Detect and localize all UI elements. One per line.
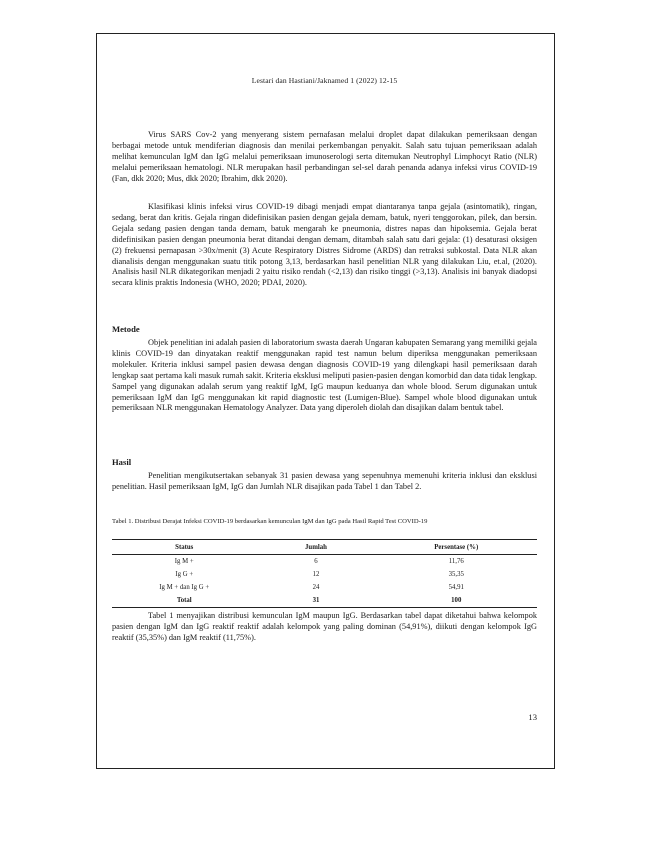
cell-status: Ig G + <box>175 571 194 578</box>
paragraph-hasil: Penelitian mengikutsertakan sebanyak 31 pasien dewasa yang sepenuhnya memenuhi kriteria inklusi dan eksklusi penelitian. Hasil pemeriksaan IgM, IgG dan Jumlah NLR disajikan pada Tabel 1 dan Tabel 2. <box>112 471 537 491</box>
paragraph-metode: Objek penelitian ini adalah pasien di laboratorium swasta daerah Ungaran kabupaten Semarang yang memiliki gejala klinis COVID-19 dan dinyatakan reaktif menggunakan rapid test namun belum diperiksa menggunakan pemeriksaan molekuler. Kriteria inklusi sampel pasien dewasa dengan diagnosis COVID-19 yang dilengkapi hasil pemeriksaan darah lengkap saat pertama kali masuk rumah sakit. Kriteria eksklusi meliputi pasien-pasien dengan komorbid dan data tidak lengkap. Sampel yang digunakan adalah serum yang reaktif IgM, IgG maupun keduanya dan whole blood. Serum digunakan untuk pemeriksaan IgM dan IgG menggunakan kit rapid diagnostic test (Lumigen-Blue). Sampel whole blood digunakan untuk pemeriksaan NLR menggunakan Hematology Analyzer. Data yang diperoleh diolah dan disajikan dalam bentuk tabel. <box>112 338 537 413</box>
cell-jumlah: 12 <box>312 571 320 578</box>
heading-metode: Metode <box>112 324 140 334</box>
paragraph-intro-1: Virus SARS Cov-2 yang menyerang sistem pernafasan melalui droplet dapat dilakukan pemeriksaan dengan berbagai metode untuk mendiferian diagnosis dan menilai perkembangan penyakit. Salah satu tujuan pemeriksaan adalah melihat kemunculan IgM dan IgG melalui pemeriksaan imunoserologi serta ditemukan Neutrophyl Limphocyt Ratio (NLR) melalui pemeriksaan hematologi. NLR merupakan hasil perbandingan sel-sel darah penanda adanya infeksi virus COVID-19 (Fan, dkk 2020; Mus, dkk 2020; Ibrahim, dkk 2020). <box>112 130 537 183</box>
cell-status: Ig M + <box>174 558 194 565</box>
cell-status: Total <box>112 594 257 608</box>
table-header-row <box>112 540 537 555</box>
heading-hasil: Hasil <box>112 457 132 467</box>
cell-persentase: 100 <box>376 594 538 608</box>
table-row <box>112 555 537 569</box>
table-row <box>112 581 537 594</box>
running-header: Lestari dan Hastiani/Jaknamed 1 (2022) 12-15 <box>251 76 398 85</box>
cell-persentase: 11,76 <box>448 558 464 565</box>
column-header-persentase: Persentase (%) <box>376 540 538 555</box>
column-header-jumlah: Jumlah <box>257 540 376 555</box>
table-row <box>112 568 537 581</box>
cell-jumlah: 31 <box>257 594 376 608</box>
cell-jumlah: 6 <box>314 558 318 565</box>
paragraph-after-table: Tabel 1 menyajikan distribusi kemunculan IgM maupun IgG. Berdasarkan tabel dapat diketahui bahwa kelompok pasien dengan IgM dan IgG reaktif reaktif adalah kelompok yang paling dominan (54,91%), diikuti dengan kelompok IgG reaktif (35,35%) dan IgM reaktif (11,75%). <box>112 611 537 642</box>
cell-persentase: 54,91 <box>448 584 464 591</box>
results-table <box>112 539 537 608</box>
column-header-status: Status <box>112 540 257 555</box>
cell-jumlah: 24 <box>312 584 320 591</box>
page-number: 13 <box>528 712 537 722</box>
cell-persentase: 35,35 <box>448 571 464 578</box>
table-caption: Tabel 1. Distribusi Derajat Infeksi COVID-19 berdasarkan kemunculan IgM dan IgG pada Hasil Rapid Test COVID-19 <box>112 518 428 525</box>
table-row-total <box>112 594 537 608</box>
cell-status: Ig M + dan Ig G + <box>159 584 210 591</box>
paragraph-intro-2: Klasifikasi klinis infeksi virus COVID-19 dibagi menjadi empat diantaranya tanpa gejala (asintomatik), ringan, sedang, berat dan kritis. Gejala ringan didefinisikan pasien dengan gejala demam, batuk, nyeri tenggorokan, pilek, dan bersin. Gejala sedang pasien dengan tanda demam, batuk mengarah ke pneumonia, distres napas dan hipoksemia. Gejala berat didefinisikan pasien dengan pneumonia berat ditandai dengan demam, ditambah salah satu dari gejala: (1) desaturasi oksigen (2) frekuensi pernapasan >30x/menit (3) Acute Respiratory Distres Sidrome (ARDS) dan retraksi subkostal. Data NLR akan dianalisis dengan menggunakan suatu titik potong 3,13, berdasarkan hasil penelitian NLR yang dilakukan Liu, et.al, (2020). Analisis hasil NLR dikategorikan menjadi 2 yaitu risiko rendah (<2,13) dan risiko tinggi (>3,13). Analisis ini banyak diadopsi secara klinis praktis Indonesia (WHO, 2020; PDAI, 2020). <box>112 202 537 288</box>
paper-page <box>96 33 555 769</box>
